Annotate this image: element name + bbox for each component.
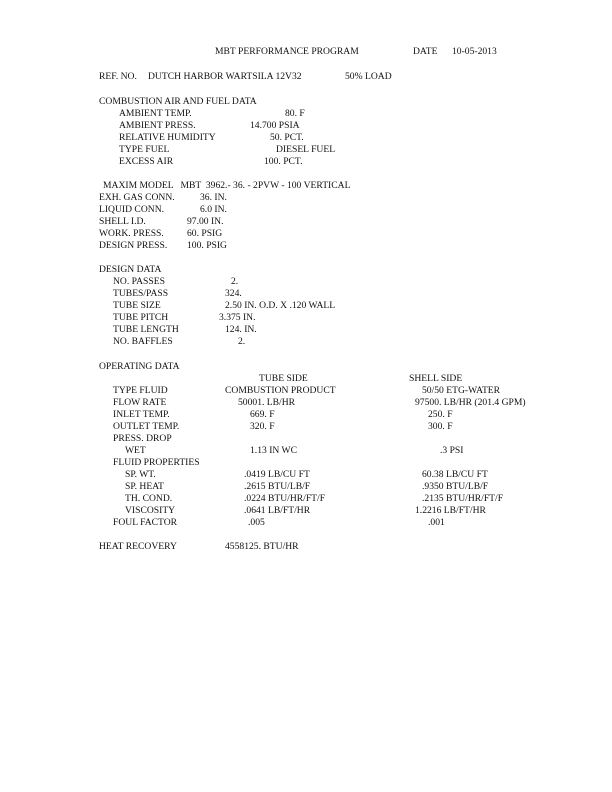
- row-value: 2.: [231, 276, 239, 287]
- row-value: 100. PCT.: [264, 156, 303, 167]
- data-row: [0, 409, 612, 421]
- tube-value: .005: [248, 517, 265, 528]
- reference-label: REF. NO.: [99, 71, 137, 82]
- section-heading: OPERATING DATA: [99, 361, 180, 372]
- design-heading-line: [0, 264, 612, 276]
- row-label: EXCESS AIR: [119, 156, 174, 167]
- shell-value: 300. F: [428, 421, 453, 432]
- data-row: [0, 517, 612, 529]
- heat-recovery-line: [0, 541, 612, 553]
- date-label: DATE: [413, 46, 438, 57]
- shell-value: 97500. LB/HR (201.4 GPM): [415, 397, 526, 408]
- data-row: [0, 144, 612, 156]
- data-row: [0, 192, 612, 204]
- data-row: [0, 493, 612, 505]
- model-line: [0, 180, 612, 192]
- data-row: [0, 120, 612, 132]
- data-row: [0, 469, 612, 481]
- shell-side-header: SHELL SIDE: [409, 373, 463, 384]
- model-designation: MAXIM MODEL MBT 3962.- 36. - 2PVW - 100 VERTICAL: [103, 180, 351, 191]
- row-label: INLET TEMP.: [113, 409, 170, 420]
- row-value: 36. IN.: [200, 192, 227, 203]
- data-row: [0, 312, 612, 324]
- data-row: [0, 300, 612, 312]
- row-label: TUBES/PASS: [113, 288, 169, 299]
- row-label: WORK. PRESS.: [99, 228, 164, 239]
- tube-value: 1.13 IN WC: [250, 445, 297, 456]
- data-row: [0, 481, 612, 493]
- row-value: 2.: [238, 336, 246, 347]
- row-label: FLUID PROPERTIES: [113, 457, 200, 468]
- data-row: [0, 240, 612, 252]
- row-value: DIESEL FUEL: [276, 144, 336, 155]
- row-label: TH. COND.: [125, 493, 173, 504]
- row-value: 100. PSIG: [187, 240, 227, 251]
- tube-value: 50001. LB/HR: [238, 397, 296, 408]
- shell-value: 50/50 ETG-WATER: [422, 385, 501, 396]
- data-row: [0, 276, 612, 288]
- row-value: 60. PSIG: [187, 228, 223, 239]
- data-row: [0, 204, 612, 216]
- row-label: TYPE FUEL: [119, 144, 170, 155]
- shell-value: .9350 BTU/LB/F: [422, 481, 489, 492]
- data-row: [0, 385, 612, 397]
- data-row: [0, 108, 612, 120]
- reference-name: DUTCH HARBOR WARTSILA 12V32: [148, 71, 302, 82]
- row-label: TYPE FLUID: [113, 385, 168, 396]
- data-row: [0, 132, 612, 144]
- tube-value: COMBUSTION PRODUCT: [225, 385, 336, 396]
- program-title: MBT PERFORMANCE PROGRAM: [215, 46, 359, 57]
- row-value: 324.: [225, 288, 242, 299]
- row-label: SHELL I.D.: [99, 216, 146, 227]
- row-label: DESIGN PRESS.: [99, 240, 168, 251]
- data-row: [0, 156, 612, 168]
- tube-side-header: TUBE SIDE: [259, 373, 308, 384]
- tube-value: 320. F: [250, 421, 275, 432]
- reference-load: 50% LOAD: [345, 71, 392, 82]
- row-label: NO. BAFFLES: [113, 336, 173, 347]
- row-label: VISCOSITY: [125, 505, 176, 516]
- shell-value: 60.38 LB/CU FT: [422, 469, 488, 480]
- data-row: [0, 421, 612, 433]
- data-row: [0, 228, 612, 240]
- row-label: PRESS. DROP: [113, 433, 172, 444]
- row-label: AMBIENT PRESS.: [119, 120, 196, 131]
- row-label: WET: [125, 445, 146, 456]
- row-label: TUBE LENGTH: [113, 324, 179, 335]
- header-line: [0, 46, 612, 58]
- tube-value: 669. F: [250, 409, 275, 420]
- data-row: [0, 505, 612, 517]
- row-value: 80. F: [285, 108, 305, 119]
- shell-value: .3 PSI: [440, 445, 464, 456]
- data-row: [0, 336, 612, 348]
- section-heading: COMBUSTION AIR AND FUEL DATA: [99, 96, 257, 107]
- tube-value: .0419 LB/CU FT: [244, 469, 310, 480]
- section-heading: DESIGN DATA: [99, 264, 162, 275]
- row-label: EXH. GAS CONN.: [99, 192, 175, 203]
- data-row: [0, 397, 612, 409]
- heat-recovery-value: 4558125. BTU/HR: [225, 541, 299, 552]
- column-headers: [0, 373, 612, 385]
- shell-value: .001: [428, 517, 445, 528]
- row-label: AMBIENT TEMP.: [119, 108, 192, 119]
- date-value: 10-05-2013: [452, 46, 497, 57]
- data-row: [0, 288, 612, 300]
- row-label: RELATIVE HUMIDITY: [119, 132, 216, 143]
- row-label: FOUL FACTOR: [113, 517, 178, 528]
- row-value: 124. IN.: [225, 324, 257, 335]
- shell-value: 250. F: [428, 409, 453, 420]
- row-value: 3.375 IN.: [219, 312, 256, 323]
- data-row: [0, 445, 612, 457]
- row-value: 2.50 IN. O.D. X .120 WALL: [225, 300, 336, 311]
- data-row: [0, 324, 612, 336]
- tube-value: .0224 BTU/HR/FT/F: [244, 493, 326, 504]
- data-row: [0, 216, 612, 228]
- row-label: SP. HEAT: [125, 481, 164, 492]
- data-row: [0, 433, 612, 445]
- row-value: 6.0 IN.: [200, 204, 227, 215]
- tube-value: .2615 BTU/LB/F: [244, 481, 311, 492]
- row-value: 14.700 PSIA: [250, 120, 300, 131]
- heat-recovery-label: HEAT RECOVERY: [99, 541, 177, 552]
- reference-line: [0, 71, 612, 83]
- row-label: FLOW RATE: [113, 397, 167, 408]
- row-label: TUBE SIZE: [113, 300, 161, 311]
- row-label: NO. PASSES: [113, 276, 165, 287]
- tube-value: .0641 LB/FT/HR: [244, 505, 311, 516]
- combustion-heading-line: [0, 96, 612, 108]
- row-value: 50. PCT.: [270, 132, 304, 143]
- shell-value: 1.2216 LB/FT/HR: [415, 505, 486, 516]
- row-label: TUBE PITCH: [113, 312, 169, 323]
- row-value: 97.00 IN.: [187, 216, 224, 227]
- row-label: SP. WT.: [125, 469, 156, 480]
- operating-heading-line: [0, 361, 612, 373]
- data-row: [0, 457, 612, 469]
- row-label: LIQUID CONN.: [99, 204, 165, 215]
- shell-value: .2135 BTU/HR/FT/F: [422, 493, 504, 504]
- row-label: OUTLET TEMP.: [113, 421, 180, 432]
